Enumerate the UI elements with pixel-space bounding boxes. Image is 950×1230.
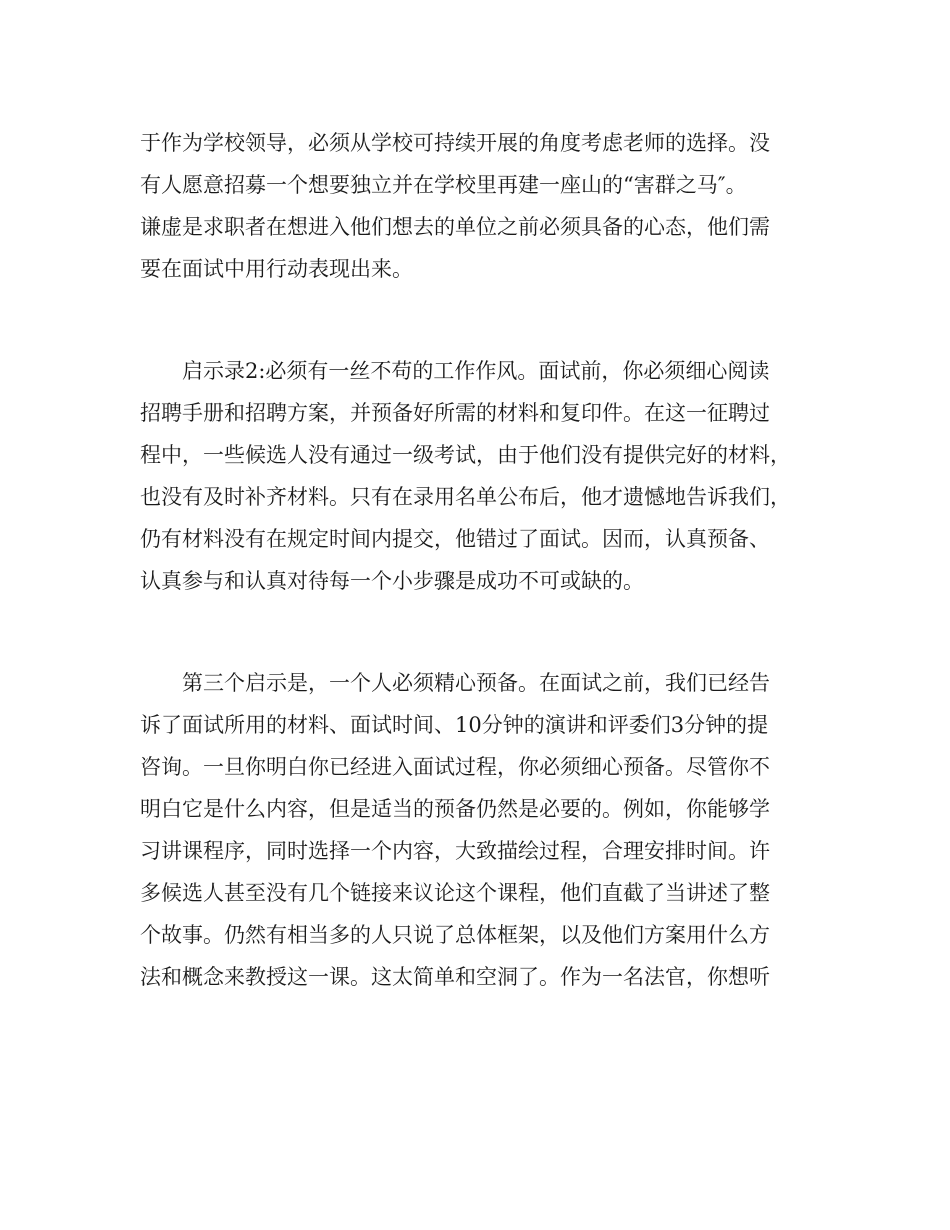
text-line: 谦虚是求职者在想进入他们想去的单位之前必须具备的心态，他们需 — [140, 215, 770, 239]
text-line: 认真参与和认真对待每一个小步骤是成功不可或缺的。 — [140, 569, 644, 593]
document-body — [140, 122, 820, 998]
text-line: 习讲课程序，同时选择一个内容，大致描绘过程，合理安排时间。许 — [140, 839, 770, 863]
text-line: 多候选人甚至没有几个链接来议论这个课程，他们直截了当讲述了整 — [140, 881, 770, 905]
text-line: 个故事。仍然有相当多的人只说了总体框架，以及他们方案用什么方 — [140, 923, 770, 947]
text-line: 明白它是什么内容，但是适当的预备仍然是必要的。例如，你能够学 — [140, 797, 770, 821]
paragraph-1 — [140, 122, 820, 290]
text-line: 启示录2:必须有一丝不苟的工作作风。面试前，你必须细心阅读 — [140, 359, 770, 383]
paragraph-2 — [140, 350, 820, 602]
text-line: 仍有材料没有在规定时间内提交，他错过了面试。因而，认真预备、 — [140, 527, 770, 551]
paragraph-spacer — [140, 602, 820, 662]
text-line: 法和概念来教授这一课。这太简单和空洞了。作为一名法官，你想听 — [140, 965, 770, 989]
text-line: 也没有及时补齐材料。只有在录用名单公布后，他才遗憾地告诉我们， — [140, 485, 791, 509]
text-line: 要在面试中用行动表现出来。 — [140, 257, 413, 281]
text-line: 于作为学校领导，必须从学校可持续开展的角度考虑老师的选择。没 — [140, 131, 770, 155]
text-line: 咨询。一旦你明白你已经进入面试过程，你必须细心预备。尽管你不 — [140, 755, 770, 779]
paragraph-spacer — [140, 290, 820, 350]
text-line: 第三个启示是，一个人必须精心预备。在面试之前，我们已经告 — [140, 671, 770, 695]
text-line: 诉了面试所用的材料、面试时间、10分钟的演讲和评委们3分钟的提 — [140, 713, 769, 737]
text-line: 程中，一些候选人没有通过一级考试，由于他们没有提供完好的材料， — [140, 443, 791, 467]
paragraph-3 — [140, 662, 820, 998]
text-line: 有人愿意招募一个想要独立并在学校里再建一座山的“害群之马″。 — [140, 173, 747, 197]
text-line: 招聘手册和招聘方案，并预备好所需的材料和复印件。在这一征聘过 — [140, 401, 770, 425]
